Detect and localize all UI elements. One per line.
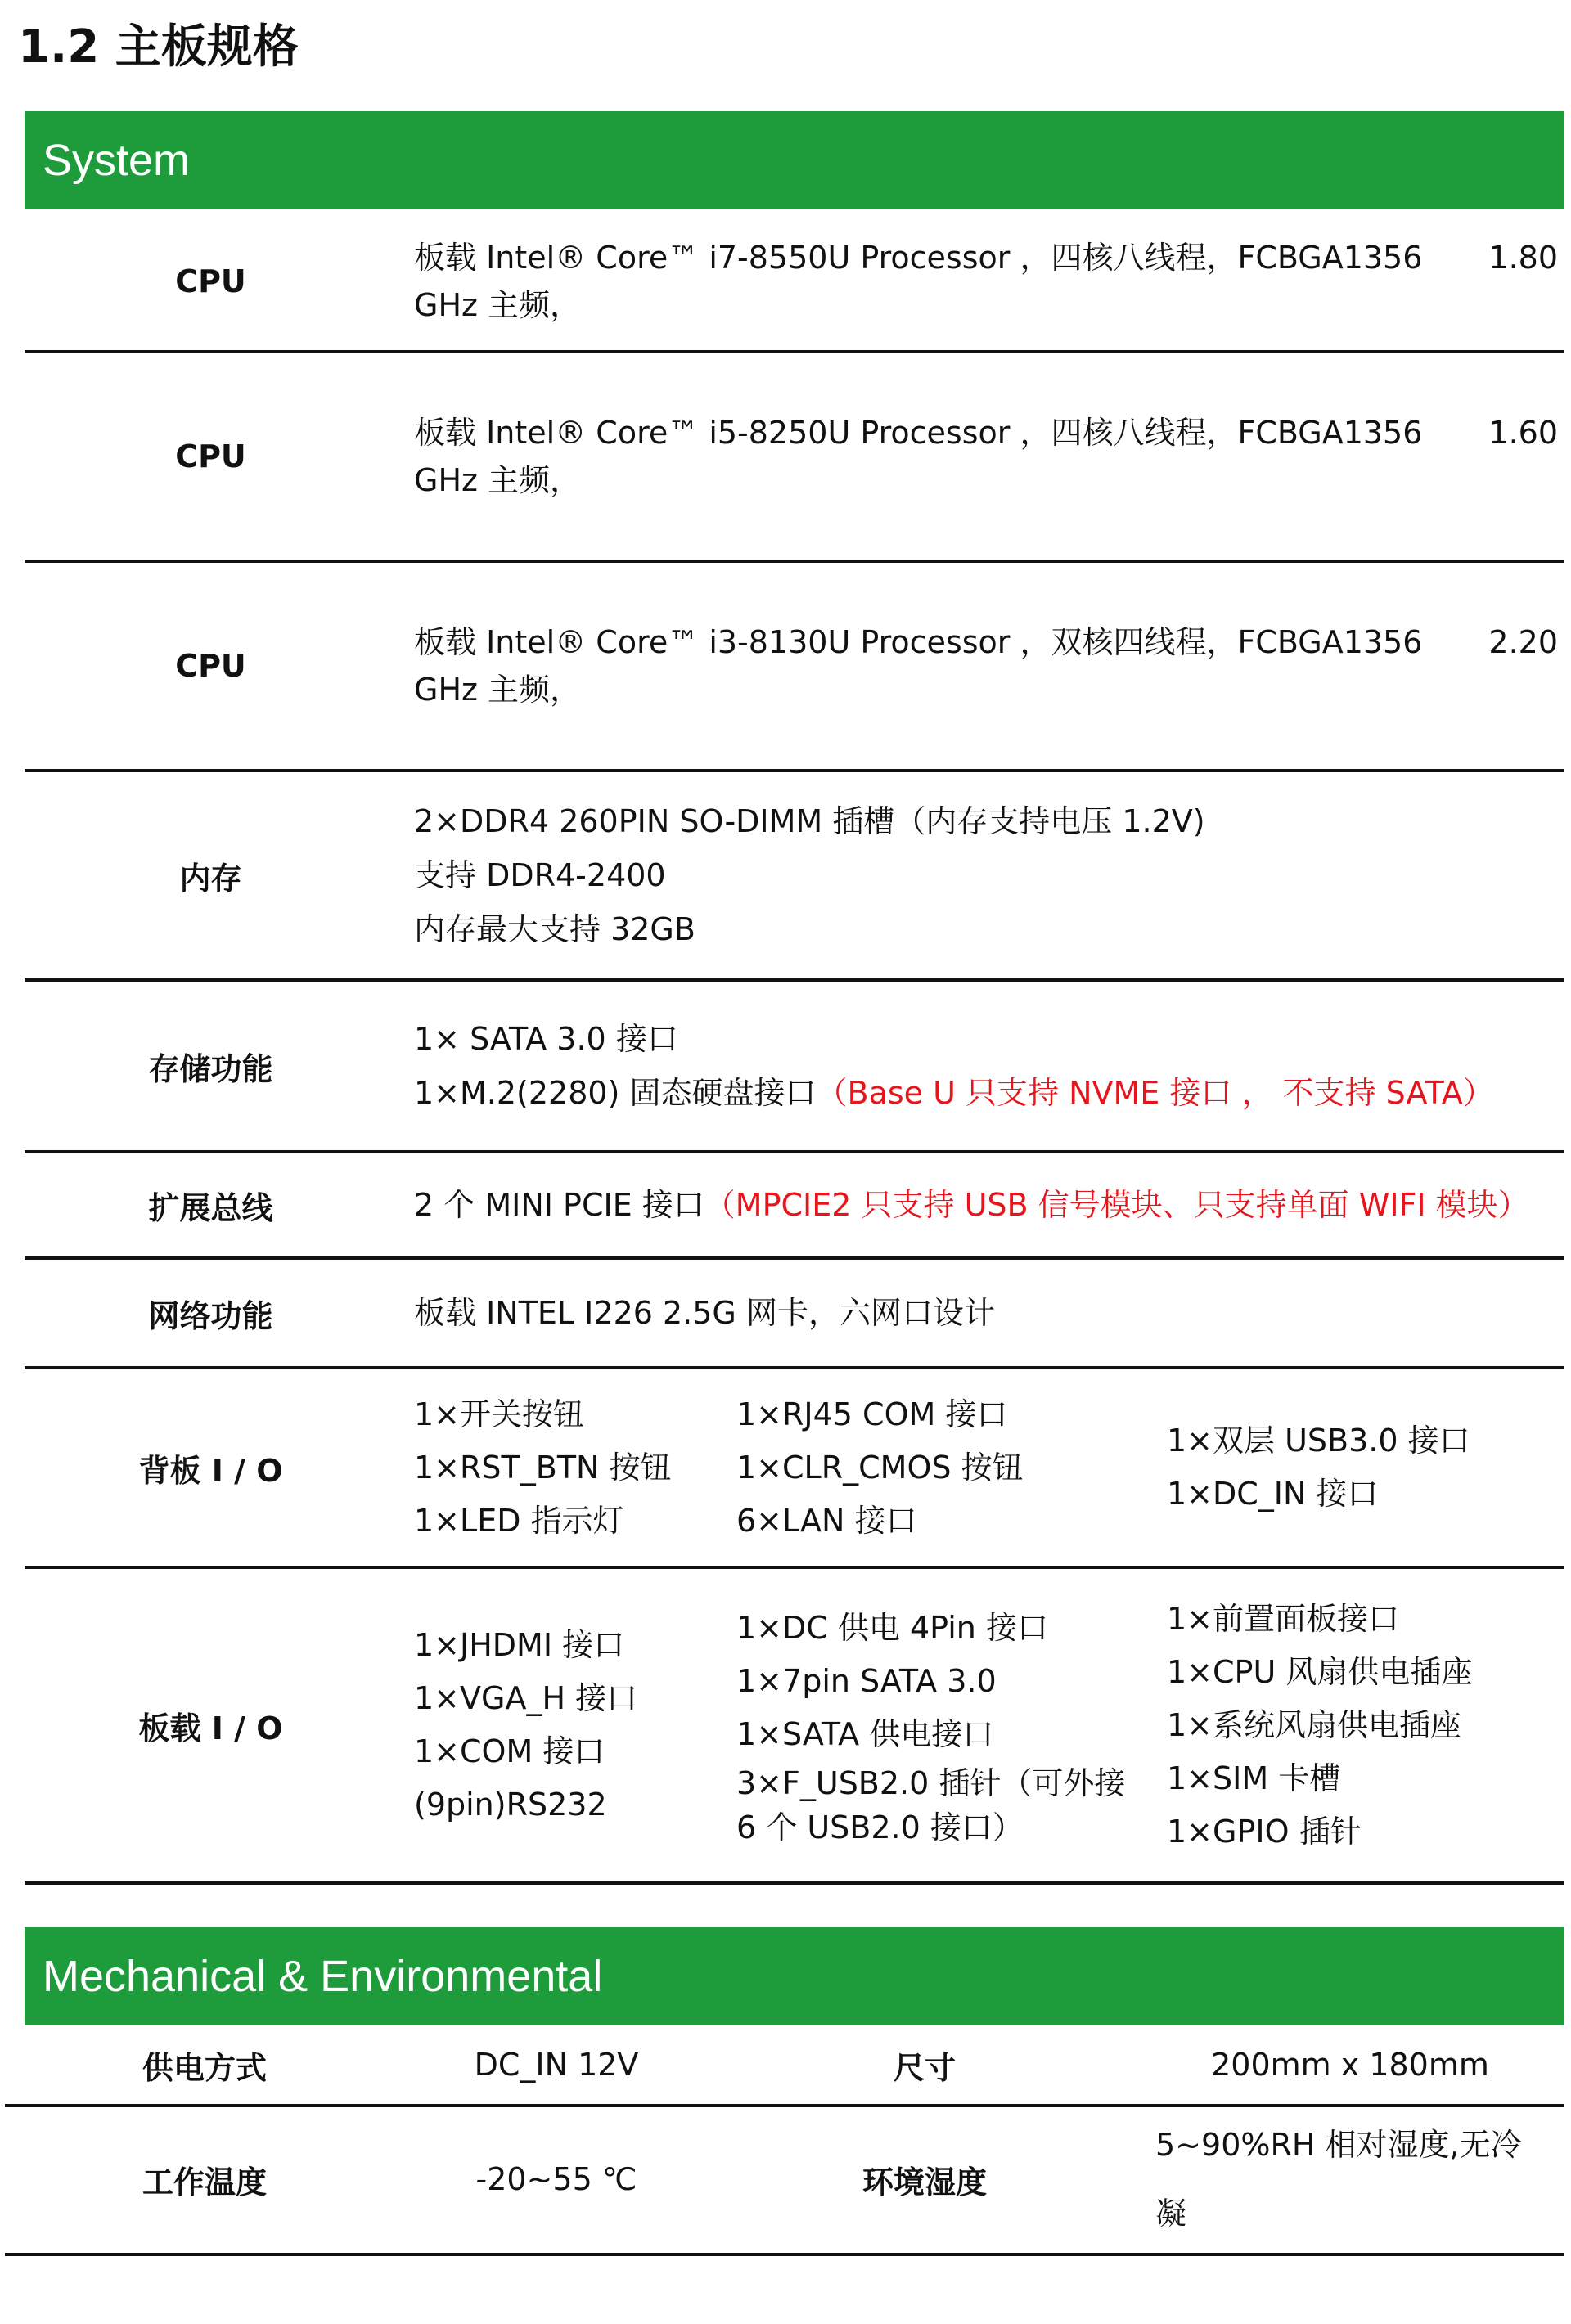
row-content [414, 982, 1558, 1150]
row-label: CPU [175, 438, 246, 474]
expansion-note: （MPCIE2 只支持 USB 信号模块、只支持单面 WIFI 模块） [704, 1187, 1529, 1223]
storage-m2-text: 1×M.2(2280) 固态硬盘接口 [414, 1075, 817, 1111]
io-item: 1×SATA 供电接口 [736, 1715, 994, 1752]
io-item: 1×VGA_H 接口 [414, 1680, 638, 1716]
size-value: 200mm x 180mm [1211, 2047, 1489, 2083]
spec-row-rear-io [25, 1369, 1564, 1566]
expansion-line [414, 1178, 1558, 1232]
row-content [414, 1260, 1558, 1366]
cpu-spec-text: 板载 Intel® Core™ i7-8550U Processor ，四核八线程，FCBGA1356 [414, 240, 1423, 276]
row-label: CPU [175, 648, 246, 684]
row-label: 网络功能 [148, 1297, 273, 1334]
row-label: 背板 I / O [138, 1452, 283, 1489]
io-item: 1×前置面板接口 [1167, 1600, 1400, 1637]
io-item: 1×LED 指示灯 [414, 1502, 624, 1539]
rear-io-column-3 [1167, 1369, 1470, 1566]
io-item: (9pin)RS232 [414, 1787, 607, 1823]
humidity-value [1155, 2107, 1564, 2251]
row-label: 存储功能 [148, 1050, 273, 1087]
row-label: 扩展总线 [148, 1189, 273, 1226]
power-label: 供电方式 [142, 2049, 267, 2086]
io-item: 1×CLR_CMOS 按钮 [736, 1449, 1024, 1486]
spec-row-storage [25, 982, 1564, 1150]
io-item: 1×GPIO 插针 [1167, 1813, 1362, 1850]
network-text: 板载 INTEL I226 2.5G 网卡，六网口设计 [414, 1295, 995, 1331]
humidity-line: 凝 [1155, 2196, 1187, 2232]
spec-row-network [25, 1260, 1564, 1366]
spec-row-onboard-io [25, 1569, 1564, 1881]
mechanical-banner-title: Mechanical & Environmental [43, 1952, 603, 2001]
spec-row-cpu-1 [25, 213, 1564, 350]
power-value: DC_IN 12V [474, 2047, 639, 2083]
cpu-spec-text: 板载 Intel® Core™ i5-8250U Processor ，四核八线程，FCBGA1356 [414, 415, 1423, 451]
row-divider [5, 2253, 1564, 2256]
temperature-label: 工作温度 [142, 2164, 267, 2200]
system-banner-title: System [43, 136, 191, 185]
io-item: 1×DC 供电 4Pin 接口 [736, 1609, 1048, 1646]
humidity-label: 环境湿度 [862, 2164, 987, 2200]
io-item: 1×CPU 风扇供电插座 [1167, 1653, 1473, 1690]
spec-row-cpu-2 [25, 353, 1564, 560]
io-item: 1×COM 接口 [414, 1733, 605, 1769]
cpu-frequency-unit: GHz 主频， [414, 672, 582, 708]
onboard-io-column-1 [414, 1569, 637, 1881]
row-content [414, 563, 1558, 769]
io-item: 1×SIM 卡槽 [1167, 1760, 1341, 1796]
temperature-value: -20~55 ℃ [475, 2161, 637, 2197]
storage-note: （Base U 只支持 NVME 接口 ， 不支持 SATA） [816, 1075, 1494, 1111]
io-item: 6 个 USB2.0 接口） [736, 1809, 1024, 1845]
io-item: 1×系统风扇供电插座 [1167, 1706, 1462, 1743]
memory-line: 支持 DDR4-2400 [414, 857, 666, 893]
cpu-line [414, 234, 1558, 281]
io-item: 1×JHDMI 接口 [414, 1627, 625, 1663]
row-label: 内存 [179, 860, 242, 897]
row-divider [25, 1881, 1564, 1885]
rear-io-column-1 [414, 1369, 672, 1566]
cpu-line-2 [414, 281, 1558, 329]
io-item: 6×LAN 接口 [736, 1502, 917, 1539]
cpu-line [414, 618, 1558, 666]
system-banner [25, 111, 1564, 209]
size-label: 尺寸 [893, 2049, 956, 2086]
spec-row-cpu-3 [25, 563, 1564, 769]
cpu-frequency: 1.80 [1488, 240, 1558, 276]
onboard-io-column-2 [736, 1569, 1125, 1881]
mechanical-banner [25, 1927, 1564, 2025]
section-heading: 1.2 主板规格 [18, 20, 299, 74]
row-label: CPU [175, 263, 246, 299]
cpu-line-2 [414, 666, 1558, 713]
cpu-line-2 [414, 456, 1558, 504]
row-content [414, 1153, 1558, 1256]
storage-line: 1× SATA 3.0 接口 [414, 1021, 678, 1057]
mech-row-temp-humidity [0, 2107, 1564, 2251]
cpu-frequency: 1.60 [1488, 415, 1558, 451]
cpu-frequency-unit: GHz 主频， [414, 287, 582, 323]
io-item: 1×RJ45 COM 接口 [736, 1396, 1008, 1432]
io-item: 1×双层 USB3.0 接口 [1167, 1423, 1470, 1459]
spec-row-memory [25, 772, 1564, 978]
row-label: 板载 I / O [138, 1710, 283, 1746]
mech-row-power-size [0, 2027, 1564, 2102]
humidity-line: 5~90%RH 相对湿度,无冷 [1155, 2127, 1522, 2163]
io-item: 3×F_USB2.0 插针（可外接 [736, 1764, 1126, 1801]
rear-io-column-2 [736, 1369, 1024, 1566]
io-item: 1×7pin SATA 3.0 [736, 1662, 997, 1699]
expansion-text: 2 个 MINI PCIE 接口 [414, 1187, 704, 1223]
cpu-frequency: 2.20 [1488, 624, 1558, 660]
memory-line: 2×DDR4 260PIN SO-DIMM 插槽（内存支持电压 1.2V) [414, 803, 1205, 839]
row-content [414, 213, 1558, 350]
onboard-io-column-3 [1167, 1569, 1472, 1881]
memory-line: 内存最大支持 32GB [414, 911, 695, 947]
cpu-line [414, 409, 1558, 456]
cpu-spec-text: 板载 Intel® Core™ i3-8130U Processor ，双核四线程，FCBGA1356 [414, 624, 1423, 660]
spec-row-expansion [25, 1153, 1564, 1256]
io-item: 1×DC_IN 接口 [1167, 1476, 1379, 1512]
io-item: 1×RST_BTN 按钮 [414, 1449, 672, 1486]
row-content [414, 772, 1558, 978]
row-content [414, 353, 1558, 560]
cpu-frequency-unit: GHz 主频， [414, 462, 582, 498]
io-item: 1×开关按钮 [414, 1396, 585, 1432]
storage-line [414, 1066, 1558, 1120]
